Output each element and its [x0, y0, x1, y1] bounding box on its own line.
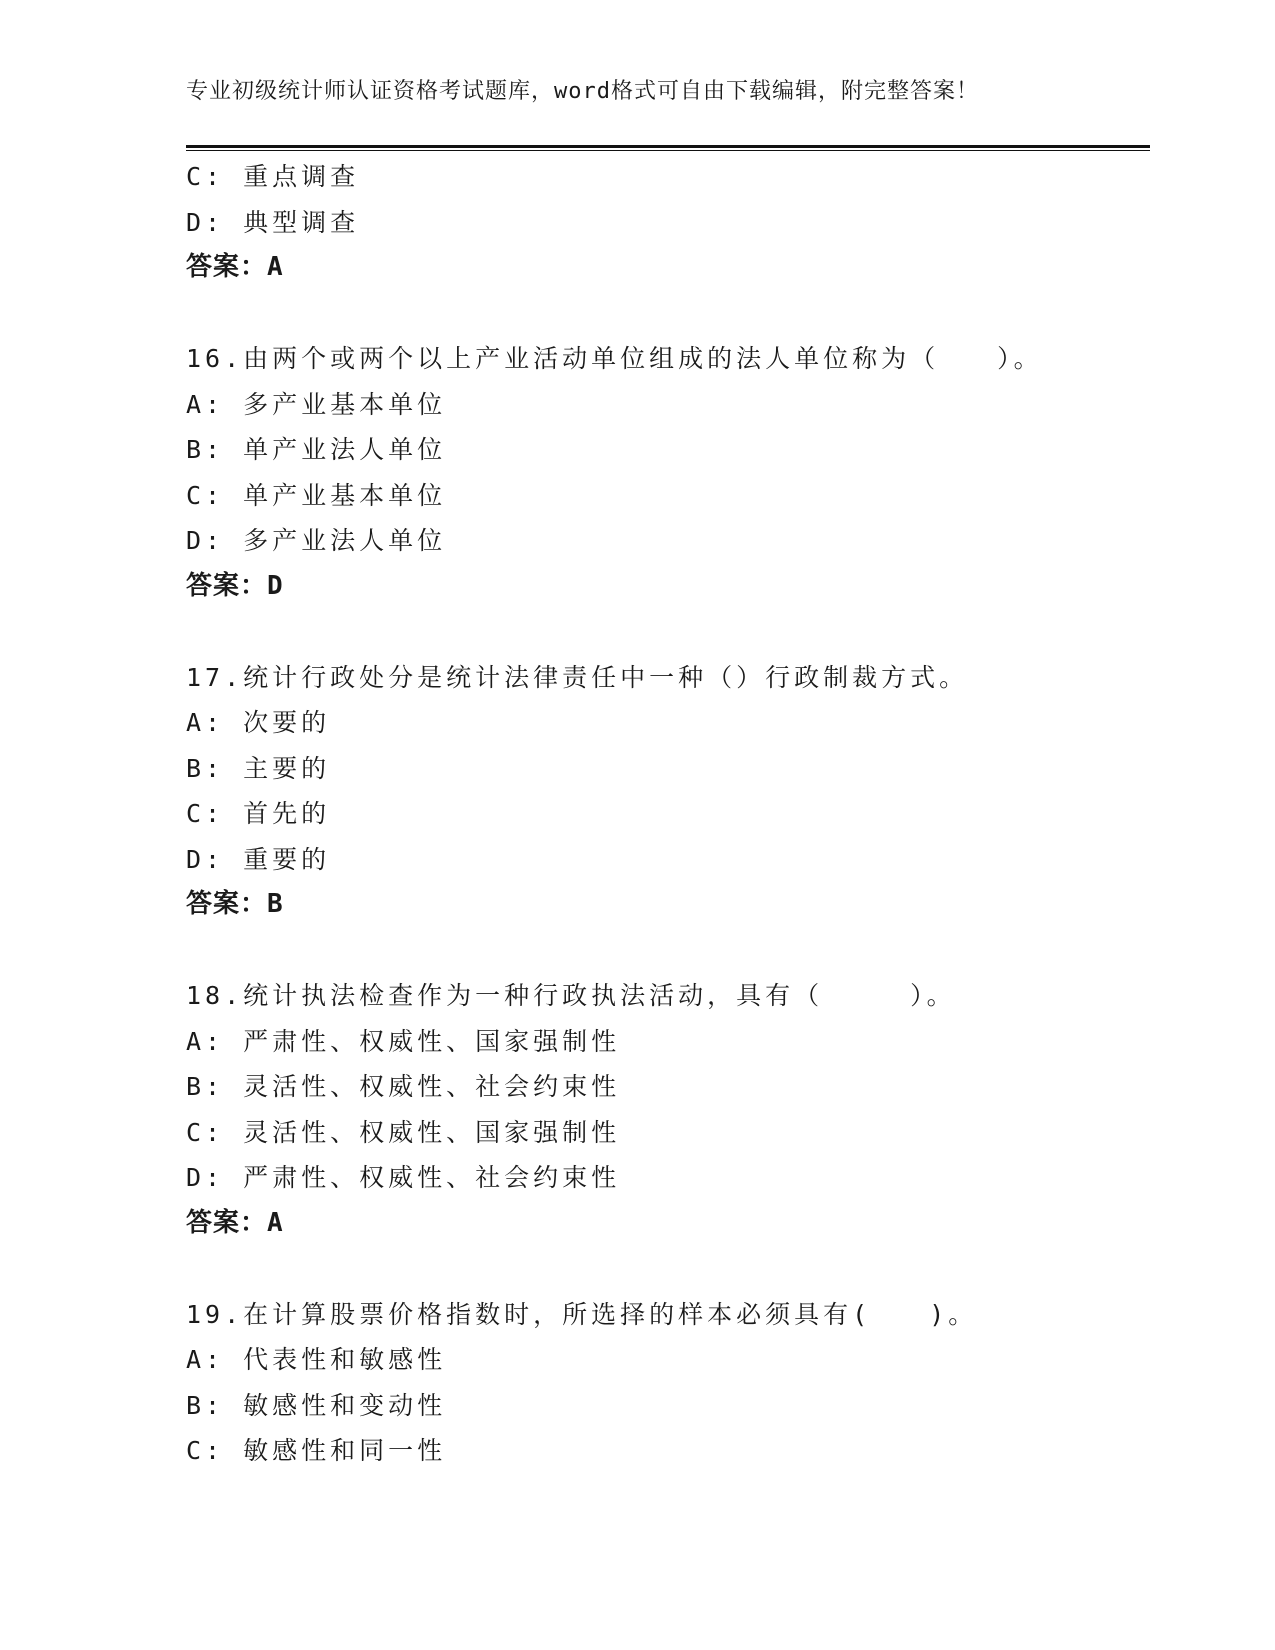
spacer — [186, 291, 1150, 337]
header-rule-thin — [186, 150, 1150, 151]
option-c: C: 首先的 — [186, 799, 331, 828]
option-a: A: 次要的 — [186, 708, 331, 737]
option-d: D: 严肃性、权威性、社会约束性 — [186, 1163, 621, 1192]
question-stem: 16.由两个或两个以上产业活动单位组成的法人单位称为（ ）。 — [186, 344, 1043, 373]
option-a: A: 严肃性、权威性、国家强制性 — [186, 1026, 621, 1056]
answer: 答案：A — [186, 252, 284, 282]
option-b: B: 单产业法人单位 — [186, 435, 447, 464]
option-b: B: 敏感性和变动性 — [186, 1390, 447, 1420]
question-content — [186, 154, 1150, 1474]
spacer — [186, 609, 1150, 655]
option-c: C: 灵活性、权威性、国家强制性 — [186, 1117, 621, 1147]
question-stem: 17.统计行政处分是统计法律责任中一种（）行政制裁方式。 — [186, 662, 969, 692]
option-a: A: 多产业基本单位 — [186, 389, 447, 419]
option-d: D: 典型调查 — [186, 207, 360, 237]
option-c: C: 重点调查 — [186, 162, 360, 191]
question-stem: 18.统计执法检查作为一种行政执法活动，具有（ ）。 — [186, 981, 956, 1010]
option-d: D: 多产业法人单位 — [186, 526, 447, 555]
question-16 — [186, 336, 1150, 609]
spacer — [186, 928, 1150, 974]
answer: 答案：D — [186, 570, 284, 601]
carry-over-question — [186, 154, 1150, 291]
question-stem: 19.在计算股票价格指数时，所选择的样本必须具有( )。 — [186, 1299, 978, 1329]
answer: 答案：A — [186, 1207, 284, 1238]
question-19 — [186, 1292, 1150, 1474]
option-b: B: 主要的 — [186, 753, 331, 783]
header-rule-thick — [186, 145, 1150, 148]
option-b: B: 灵活性、权威性、社会约束性 — [186, 1072, 621, 1101]
option-c: C: 敏感性和同一性 — [186, 1436, 447, 1465]
option-a: A: 代表性和敏感性 — [186, 1345, 447, 1374]
question-17 — [186, 655, 1150, 928]
question-18 — [186, 973, 1150, 1246]
page-header: 专业初级统计师认证资格考试题库，word格式可自由下载编辑，附完整答案！ — [186, 79, 979, 104]
spacer — [186, 1246, 1150, 1292]
answer: 答案：B — [186, 889, 284, 919]
option-c: C: 单产业基本单位 — [186, 480, 447, 510]
option-d: D: 重要的 — [186, 844, 331, 874]
